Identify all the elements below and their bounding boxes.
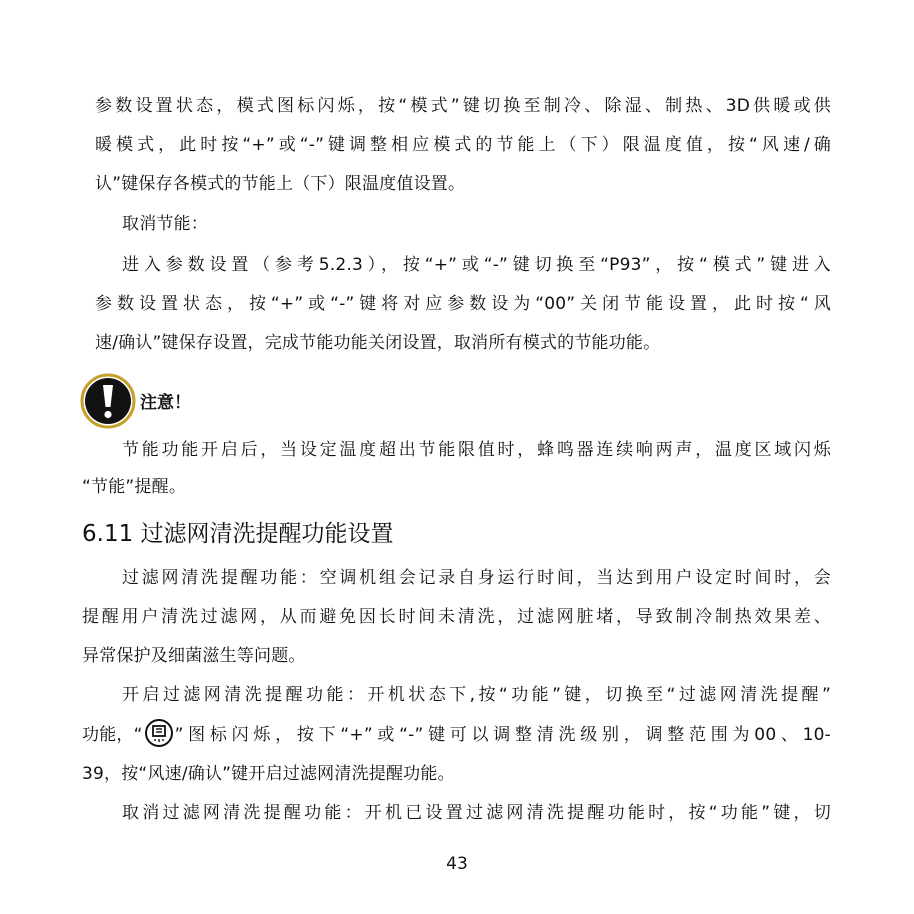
paragraph-2-line-3: 速/确认”键保存设置，完成节能功能关闭设置，取消所有模式的节能功能。 [95, 333, 661, 353]
paragraph-3-line-3: 异常保护及细菌滋生等问题。 [82, 646, 306, 666]
cancel-energy-saving-title: 取消节能： [122, 214, 208, 234]
filter-clean-icon [144, 718, 174, 748]
paragraph-3-line-2: 提醒用户清洗过滤网，从而避免因长时间未清洗，过滤网脏堵，导致制冷制热效果差、 [82, 607, 831, 627]
notice-label: 注意！ [140, 393, 191, 413]
page-number: 43 [446, 854, 468, 874]
paragraph-2-line-1: 进入参数设置（参考5.2.3），按“+”或“-”键切换至“P93”，按“模式”键进入 [122, 255, 831, 275]
notice-line-1: 节能功能开启后，当设定温度超出节能限值时，蜂鸣器连续响两声，温度区域闪烁 [122, 440, 831, 460]
paragraph-2-line-2: 参数设置状态，按“+”或“-”键将对应参数设为“00”关闭节能设置，此时按“风 [95, 294, 831, 314]
paragraph-4-line-3: 39，按“风速/确认”键开启过滤网清洗提醒功能。 [82, 764, 455, 784]
paragraph-3-line-1: 过滤网清洗提醒功能：空调机组会记录自身运行时间，当达到用户设定时间时，会 [122, 568, 831, 588]
paragraph-4-line-1: 开启过滤网清洗提醒功能：开机状态下,按“功能”键，切换至“过滤网清洗提醒” [122, 685, 831, 705]
paragraph-1-line-2: 暖模式，此时按“+”或“-”键调整相应模式的节能上（下）限温度值，按“风速/确 [95, 135, 831, 155]
section-heading: 6.11 过滤网清洗提醒功能设置 [82, 521, 394, 547]
paragraph-4-line-2-end: ”图标闪烁，按下“+”或“-”键可以调整清洗级别，调整范围为00、10- [174, 725, 831, 745]
exclamation-warning-icon [80, 373, 136, 429]
paragraph-4-line-2 [82, 722, 831, 748]
paragraph-1-line-1: 参数设置状态，模式图标闪烁，按“模式”键切换至制冷、除湿、制热、3D供暖或供 [95, 96, 831, 116]
notice-line-2: “节能”提醒。 [82, 477, 187, 497]
paragraph-1-line-3: 认”键保存各模式的节能上（下）限温度值设置。 [95, 174, 466, 194]
paragraph-4-line-2-start: 功能，“ [82, 725, 143, 745]
paragraph-5-line-1: 取消过滤网清洗提醒功能：开机已设置过滤网清洗提醒功能时，按“功能”键，切 [122, 803, 831, 823]
